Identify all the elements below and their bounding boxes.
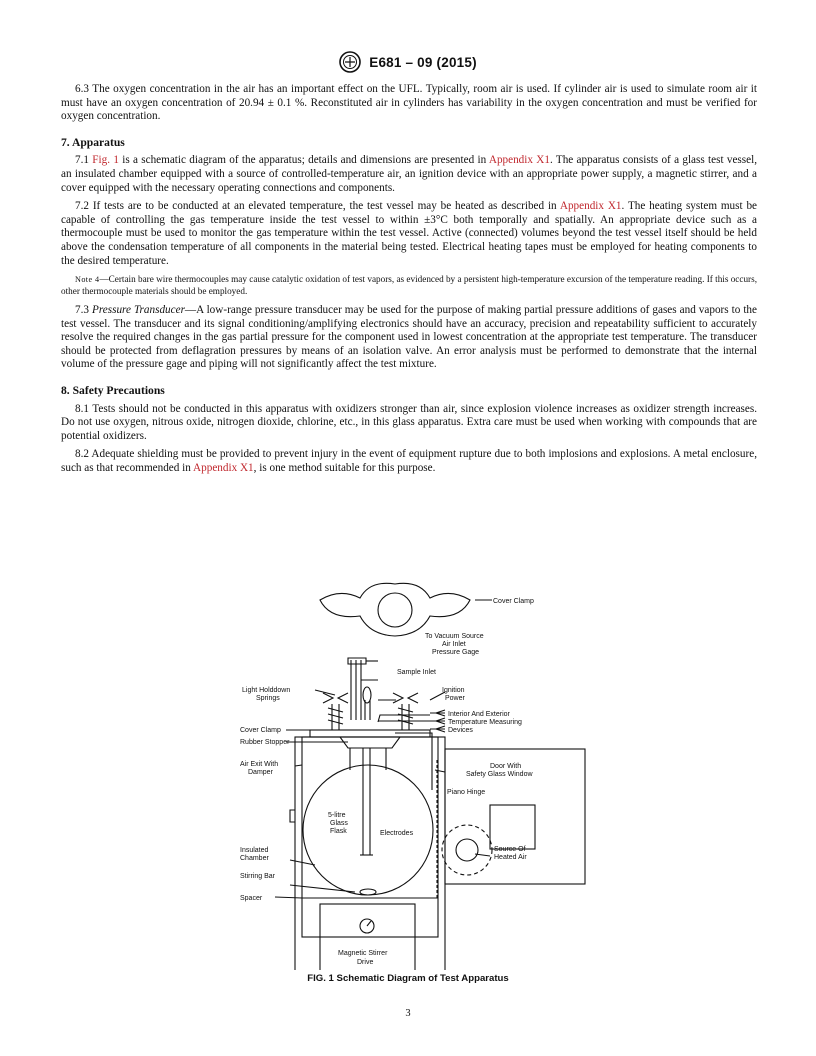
astm-logo-icon xyxy=(339,51,361,73)
label-air-inlet: Air Inlet xyxy=(442,641,466,648)
term-pressure-transducer: Pressure Transducer xyxy=(92,303,185,316)
heading-apparatus: 7. Apparatus xyxy=(61,135,125,149)
label-sample-inlet: Sample Inlet xyxy=(397,669,436,676)
label-spacer: Spacer xyxy=(240,895,263,902)
label-chamber: Chamber xyxy=(240,855,269,862)
figure-caption: FIG. 1 Schematic Diagram of Test Apparatus xyxy=(307,973,509,984)
paragraph-8-1: 8.1 Tests should not be conducted in this apparatus with oxidizers stronger than air, since explosion violence increases as oxidizer strength increases. Do not use oxygen, nitrous oxide, nitrogen dioxide, chlorine, etc., in this glass apparatus. Extra care must be used when working with compounds that are potential oxidizers. xyxy=(61,402,757,442)
document-body xyxy=(61,83,757,480)
label-flask: Flask xyxy=(330,828,347,835)
label-piano-hinge: Piano Hinge xyxy=(447,789,486,796)
heading-safety-precautions: 8. Safety Precautions xyxy=(61,383,165,397)
paragraph-7-3: 7.3 Pressure Transducer—A low-range pressure transducer may be used for the purpose of making partial pressure additions of gases and vapors to the test vessel. The transducer and its signal conditioning/amplifying electronics should have an accuracy, precision and repeatability sufficient to accurately resolve the required changes in the gas partial pressure for the component used in lowest concentration at the appropriate test temperature. The transducer should be protected from deflagration pressures by means of an isolation valve. An error analysis must be performed to demonstrate that the internal volume of the pressure gage and piping will not significantly affect the test mixture. xyxy=(61,303,757,371)
label-holddown-springs: Light Holddown xyxy=(242,687,291,694)
label-cover-clamp-top: Cover Clamp xyxy=(493,598,534,605)
paragraph-7-2: 7.2 If tests are to be conducted at an elevated temperature, the test vessel may be heated as described in Appendix X1. The heating system must be capable of controlling the gas temperature inside the test vessel to within ±3°C both temporally and spatially. An appropriate device such as a thermocouple must be used to monitor the gas temperature within the test vessel. Active (connected) volumes beyond the test vessel itself should be held above the condensation temperature of all components in the material being tested. Electrical heating tapes must be employed for heating components to the desired temperature. xyxy=(61,200,758,267)
appendix-x1-link[interactable]: Appendix X1 xyxy=(488,154,550,167)
paragraph-6-3: 6.3 The oxygen concentration in the air has an important effect on the UFL. Typically, room air is used. If cylinder air is used to simulate room air it must have an oxygen concentration of 20.94 ± 0.1 %. Reconstituted air in cylinders has variability in the oxygen concentration and must be verified for oxygen concentration. xyxy=(61,83,757,123)
label-electrodes: Electrodes xyxy=(380,830,414,837)
label-ignition: Ignition xyxy=(442,687,465,694)
label-flask-volume: 5-litre xyxy=(328,812,346,819)
label-rubber-stopper: Rubber Stopper xyxy=(240,739,290,746)
label-pressure-gage: Pressure Gage xyxy=(432,649,480,656)
label-source-of: Source Of xyxy=(494,846,526,853)
standard-designation: E681 – 09 (2015) xyxy=(369,54,477,70)
label-springs: Springs xyxy=(256,695,280,702)
label-temp-2: Temperature Measuring xyxy=(448,719,522,726)
label-safety-glass: Safety Glass Window xyxy=(466,771,533,778)
paragraph-8-2: 8.2 Adequate shielding must be provided to prevent injury in the event of equipment rupture due to both implosions and explosions. A metal enclosure, such as that recommended in Appendix X1, is one method suitable for this purpose. xyxy=(61,448,757,474)
appendix-x1-link[interactable]: Appendix X1 xyxy=(193,461,254,474)
note-4: Note 4—Certain bare wire thermocouples may cause catalytic oxidation of test vapors, as evidenced by a persistent high-temperature excursion of the temperature reading. If this occurs, other thermocouple materials should be employed. xyxy=(61,274,757,296)
label-cover-clamp: Cover Clamp xyxy=(240,727,281,734)
label-heated-air: Heated Air xyxy=(494,854,527,861)
label-temp-1: Interior And Exterior xyxy=(448,711,510,718)
label-drive: Drive xyxy=(357,959,374,966)
page-number: 3 xyxy=(405,1008,411,1019)
label-insulated: Insulated xyxy=(240,847,269,854)
label-damper: Damper xyxy=(248,769,273,776)
label-air-exit: Air Exit With xyxy=(240,761,279,768)
apparatus-schematic xyxy=(220,580,600,970)
label-door: Door With xyxy=(490,763,522,770)
appendix-x1-link[interactable]: Appendix X1 xyxy=(559,200,622,213)
page-header xyxy=(0,48,816,76)
label-flask-glass: Glass xyxy=(330,820,348,827)
label-vacuum-source: To Vacuum Source xyxy=(425,633,484,640)
label-power: Power xyxy=(445,695,465,702)
label-stirring-bar: Stirring Bar xyxy=(240,873,276,880)
apparatus-diagram xyxy=(220,580,600,970)
paragraph-7-1: 7.1 Fig. 1 is a schematic diagram of the apparatus; details and dimensions are presented in Appendix X1. The apparatus consists of a glass test vessel, an insulated chamber equipped with a source of controlled-temperature air, an ignition device with an appropriate power supply, a magnetic stirrer, and a cover equipped with the necessary operating connections and components. xyxy=(61,154,758,194)
fig-1-link[interactable]: Fig. 1 xyxy=(92,154,119,167)
label-temp-3: Devices xyxy=(448,727,473,734)
label-magnetic-stirrer: Magnetic Stirrer xyxy=(338,950,388,957)
